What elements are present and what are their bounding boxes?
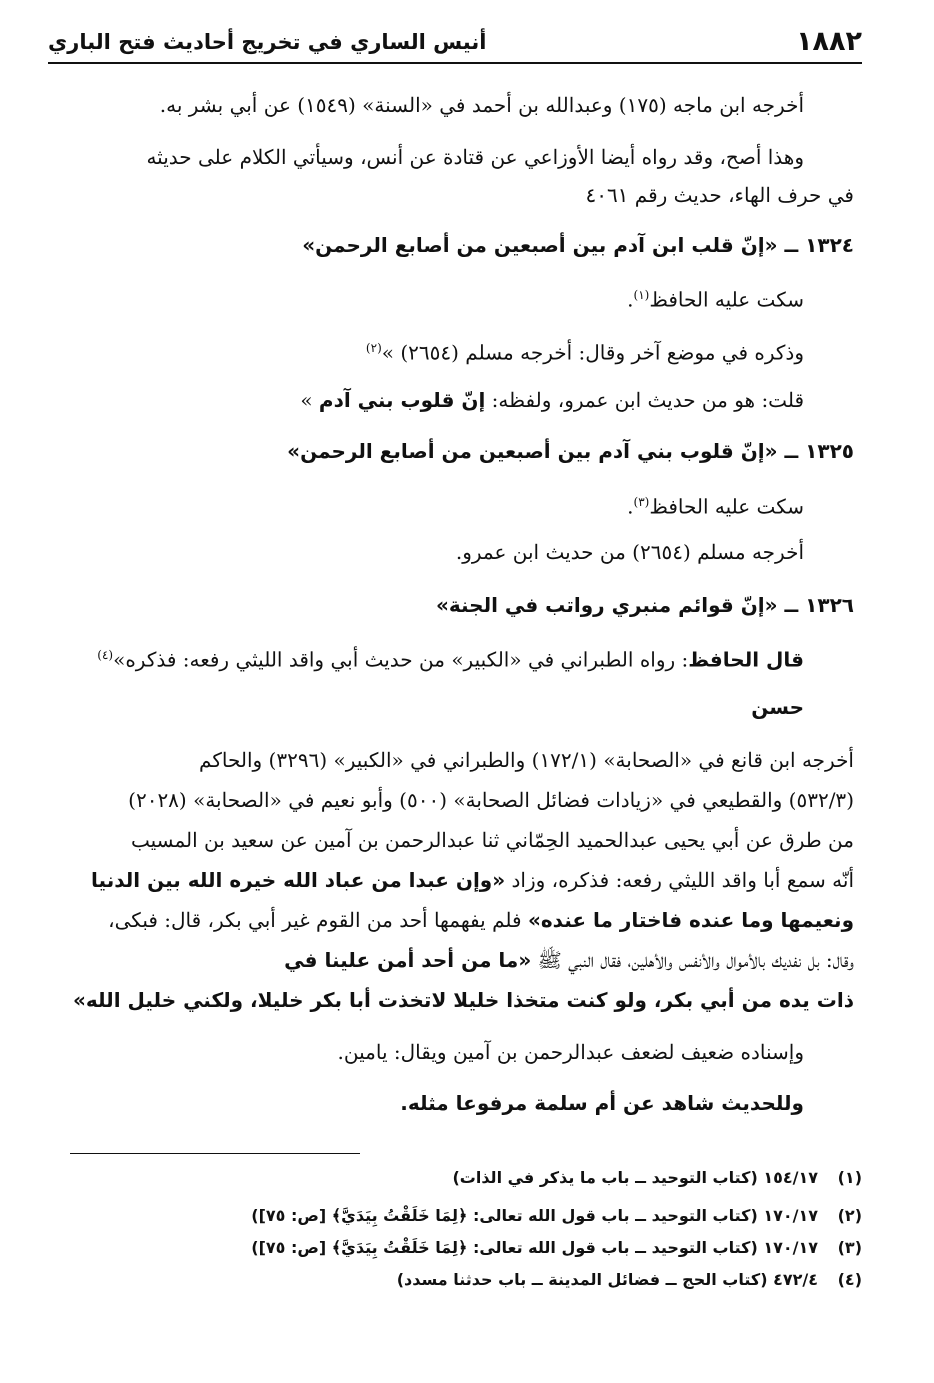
- text-line: ذات يده من أبي بكر، ولو كنت متخذا خليلا لاتخذت أبا بكر خليلا، ولكني خليل الله»: [72, 988, 854, 1012]
- footnote: (٣)١٧٠/١٧ (كتاب التوحيد ــ باب قول الله تعالى: ﴿لِمَا خَلَقْتُ بِيَدَيَّ﴾ [ص: ٧٥]): [251, 1238, 862, 1257]
- text-line: سكت عليه الحافظ$^{(١)}$.: [627, 287, 804, 312]
- footnote-ref: (٤): [97, 648, 114, 662]
- book-title: أنيس الساري في تخريج أحاديث فتح الباري: [48, 30, 487, 54]
- hadith-grade: حسن: [751, 695, 804, 719]
- text-line: وإسناده ضعيف لضعف عبدالرحمن بن آمين ويقال: يامين.: [337, 1040, 804, 1064]
- running-header: [48, 22, 862, 64]
- text-line: أخرجه ابن ماجه (١٧٥) وعبدالله بن أحمد في «السنة» (١٥٤٩) عن أبي بشر به.: [159, 93, 804, 117]
- hadith-heading-1326: ١٣٢٦ ــ «إنّ قوائم منبري رواتب في الجنة»: [435, 593, 854, 617]
- text-line: أخرجه مسلم (٢٦٥٤) من حديث ابن عمرو.: [455, 540, 804, 564]
- text-line: أخرجه ابن قانع في «الصحابة» (١٧٢/١) والطبراني في «الكبير» (٣٢٩٦) والحاكم: [199, 748, 854, 772]
- text-line: وقال: بل نفديك بالأموال والأنفس والأهلين، فقال النبي ﷺ «ما من أحد أمن علينا في: [284, 948, 854, 972]
- footnote: (٤)٤٧٢/٤ (كتاب الحج ــ فضائل المدينة ــ باب حدثنا مسدد): [396, 1270, 862, 1289]
- text-line: من طرق عن أبي يحيى عبدالحميد الحِمّاني ثنا عبدالرحمن بن آمين عن سعيد بن المسيب: [130, 828, 854, 852]
- text-line: قلت: هو من حديث ابن عمرو، ولفظه: إنّ قلوب بني آدم »: [300, 388, 804, 412]
- text-line: قال الحافظ: رواه الطبراني في «الكبير» من حديث أبي واقد الليثي رفعه: فذكره»$^{(٤)}$: [97, 647, 804, 672]
- footnote-ref: (١): [633, 288, 650, 302]
- footnote: (١)١٥٤/١٧ (كتاب التوحيد ــ باب ما يذكر في الذات): [452, 1168, 862, 1187]
- text-line: سكت عليه الحافظ$^{(٣)}$.: [627, 494, 804, 519]
- text-line: وللحديث شاهد عن أم سلمة مرفوعا مثله.: [400, 1091, 804, 1115]
- hadith-heading-1324: ١٣٢٤ ــ «إنّ قلب ابن آدم بين أصبعين من أصابع الرحمن»: [302, 233, 854, 257]
- text-line: ونعيمها وما عنده فاختار ما عنده» فلم يفهمها أحد من القوم غير أبي بكر، قال: فبكى،: [108, 908, 854, 932]
- text-line: وذكره في موضع آخر وقال: أخرجه مسلم (٢٦٥٤) »$^{(٢)}$: [365, 340, 804, 365]
- footnote-ref: (٣): [633, 495, 650, 509]
- text-line: أنّه سمع أبا واقد الليثي رفعه: فذكره، وزاد «وإن عبدا من عباد الله خيره الله بين الدنيا: [91, 868, 854, 892]
- page-number: ١٨٨٢: [796, 26, 862, 57]
- text-line: في حرف الهاء، حديث رقم ٤٠٦١: [585, 183, 854, 207]
- footnote-ref: (٢): [365, 341, 382, 355]
- footnote-divider: [70, 1153, 360, 1154]
- footnote: (٢)١٧٠/١٧ (كتاب التوحيد ــ باب قول الله تعالى: ﴿لِمَا خَلَقْتُ بِيَدَيَّ﴾ [ص: ٧٥]): [251, 1206, 862, 1225]
- text-line: (٥٣٢/٣) والقطيعي في «زيادات فضائل الصحابة» (٥٠٠) وأبو نعيم في «الصحابة» (٢٠٢٨): [128, 788, 854, 812]
- hadith-heading-1325: ١٣٢٥ ــ «إنّ قلوب بني آدم بين أصبعين من أصابع الرحمن»: [287, 439, 854, 463]
- text-line: وهذا أصح، وقد رواه أيضا الأوزاعي عن قتادة عن أنس، وسيأتي الكلام على حديثه: [146, 145, 804, 169]
